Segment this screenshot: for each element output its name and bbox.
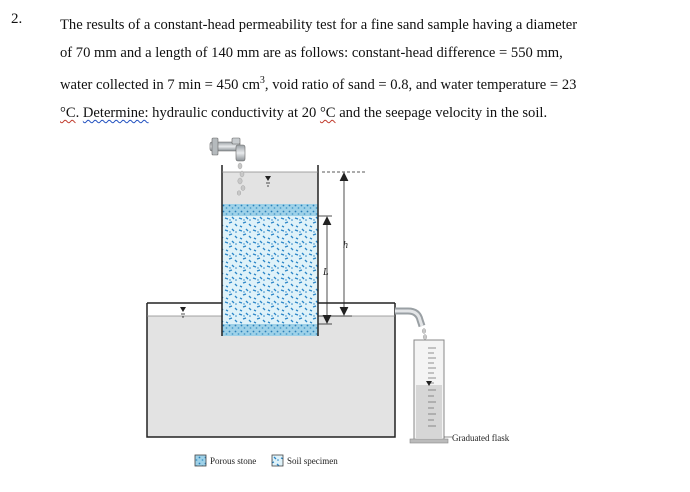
degree-unit-2: °C bbox=[319, 104, 336, 121]
legend-porous-stone-label: Porous stone bbox=[210, 456, 257, 466]
legend-porous-stone-swatch bbox=[195, 455, 206, 466]
determine-word: Determine: bbox=[82, 104, 149, 121]
degree-unit-1: °C bbox=[60, 104, 76, 121]
legend bbox=[195, 455, 338, 466]
label-h: h bbox=[343, 240, 348, 251]
question-line-1: The results of a constant-head permeability test for a fine sand sample having a diameter bbox=[60, 17, 578, 33]
line4-end: and the seepage velocity in the soil. bbox=[335, 104, 548, 121]
question-line-2: of 70 mm and a length of 140 mm are as follows: constant-head difference = 550 mm, bbox=[60, 45, 563, 61]
upper-cylinder bbox=[222, 165, 318, 336]
line4-mid: hydraulic conductivity at 20 bbox=[148, 104, 320, 121]
cubic-superscript: 3 bbox=[259, 75, 265, 86]
dimension-h bbox=[318, 172, 366, 316]
graduated-flask bbox=[410, 340, 452, 443]
line4-period: . bbox=[75, 104, 83, 121]
flask-label: Graduated flask bbox=[452, 433, 510, 443]
legend-soil-specimen-swatch bbox=[272, 455, 283, 466]
soil-specimen bbox=[222, 216, 318, 324]
question-number: 2. bbox=[11, 11, 23, 27]
legend-soil-specimen-label: Soil specimen bbox=[287, 456, 338, 466]
porous-stone-bottom bbox=[222, 324, 318, 336]
line3-after: , void ratio of sand = 0.8, and water temperature = 23 bbox=[264, 76, 577, 93]
porous-stone-top bbox=[222, 204, 318, 216]
line3-before: water collected in 7 min = 450 cm bbox=[60, 76, 260, 93]
outlet-pipe bbox=[395, 311, 427, 340]
label-L: L bbox=[323, 267, 329, 278]
